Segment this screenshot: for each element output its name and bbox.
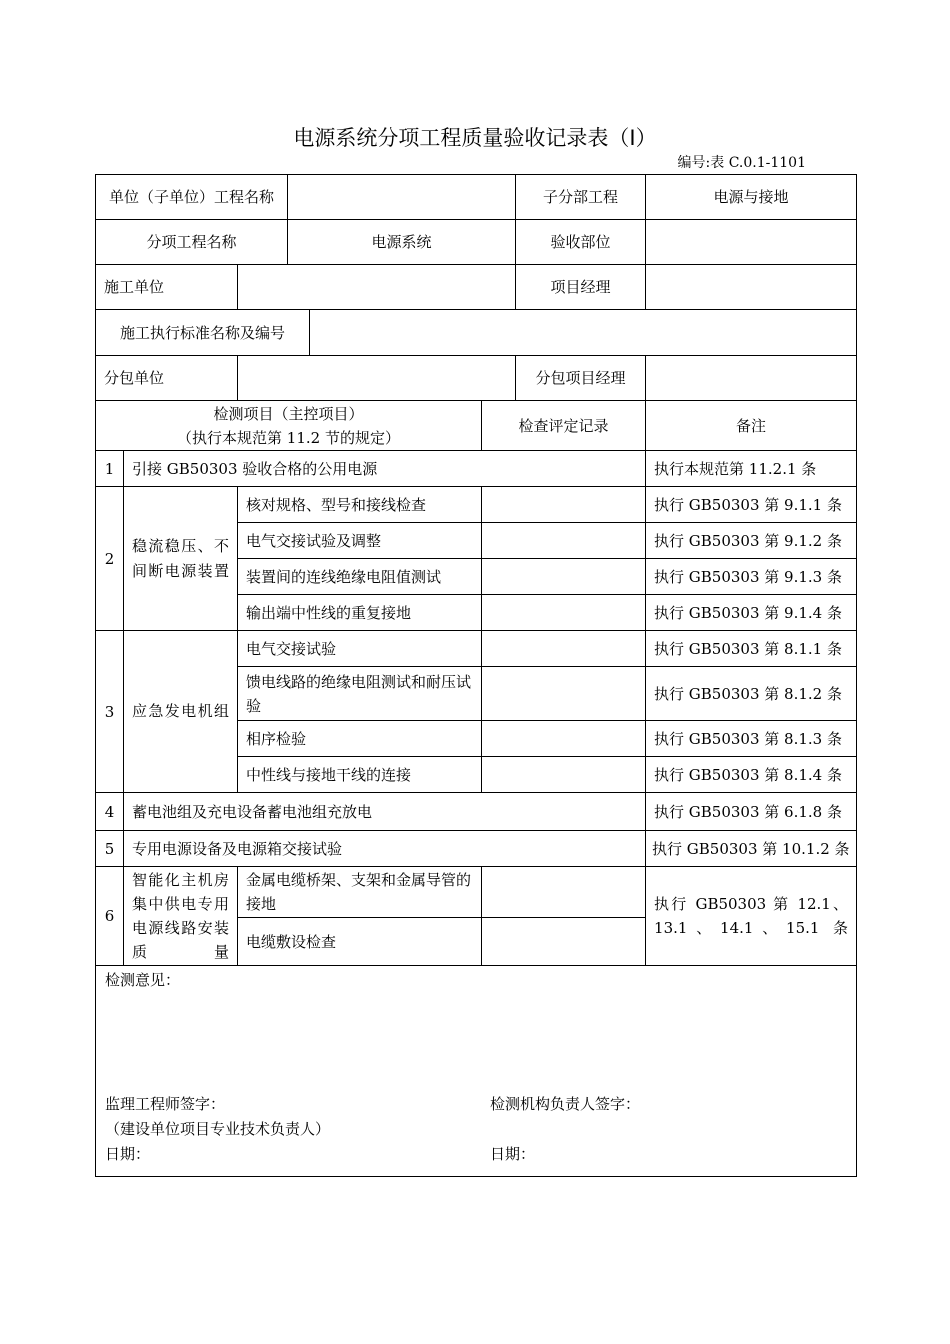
- row-number: 2: [96, 487, 124, 631]
- record-cell[interactable]: [482, 595, 646, 631]
- sub-item-text: 电缆敷设检查: [238, 918, 482, 966]
- subcontract-unit-value[interactable]: [238, 356, 516, 401]
- group-label: 应急发电机组: [124, 631, 238, 793]
- construction-unit-label: 施工单位: [96, 265, 238, 310]
- project-manager-label: 项目经理: [516, 265, 646, 310]
- group-label: 稳流稳压、不间断电源装置: [124, 487, 238, 631]
- accept-part-label: 验收部位: [516, 220, 646, 265]
- standard-label: 施工执行标准名称及编号: [96, 310, 310, 356]
- row-number: 3: [96, 631, 124, 793]
- subcontract-manager-label: 分包项目经理: [516, 356, 646, 401]
- remark-text: 执行 GB50303 第 12.1、13.1、14.1、15.1 条: [646, 867, 857, 966]
- supervisor-sub-label: （建设单位项目专业技术负责人）: [105, 1120, 331, 1138]
- sub-item-text: 金属电缆桥架、支架和金属导管的接地: [238, 867, 482, 918]
- unit-project-value[interactable]: [288, 175, 516, 220]
- construction-unit-value[interactable]: [238, 265, 516, 310]
- row-number: 4: [96, 793, 124, 831]
- remark-text: 执行 GB50303 第 6.1.8 条: [646, 793, 857, 831]
- record-cell[interactable]: [482, 487, 646, 523]
- record-cell[interactable]: [482, 559, 646, 595]
- document-title: 电源系统分项工程质量验收记录表（Ⅰ）: [293, 126, 657, 150]
- sub-item-text: 输出端中性线的重复接地: [238, 595, 482, 631]
- sub-division-label: 子分部工程: [516, 175, 646, 220]
- item-column-line1: 检测项目（主控项目）: [213, 404, 364, 423]
- item-text: 引接 GB50303 验收合格的公用电源: [124, 451, 646, 487]
- item-text: 蓄电池组及充电设备蓄电池组充放电: [124, 793, 646, 831]
- subcontract-manager-value[interactable]: [646, 356, 857, 401]
- remark-text: 执行 GB50303 第 10.1.2 条: [646, 831, 857, 867]
- sub-item-label: 分项工程名称: [96, 220, 288, 265]
- item-column-line2: （执行本规范第 11.2 节的规定）: [177, 428, 400, 447]
- remark-text: 执行 GB50303 第 9.1.3 条: [646, 559, 857, 595]
- remark-text: 执行本规范第 11.2.1 条: [646, 451, 857, 487]
- sub-item-text: 相序检验: [238, 721, 482, 757]
- row-number: 1: [96, 451, 124, 487]
- row-number: 6: [96, 867, 124, 966]
- sub-item-text: 电气交接试验: [238, 631, 482, 667]
- remark-text: 执行 GB50303 第 8.1.3 条: [646, 721, 857, 757]
- accept-part-value[interactable]: [646, 220, 857, 265]
- row-number: 5: [96, 831, 124, 867]
- supervisor-signature-label: 监理工程师签字：: [105, 1095, 226, 1113]
- remark-column-header: 备注: [646, 401, 857, 451]
- record-cell[interactable]: [482, 667, 646, 721]
- opinion-section: [96, 966, 857, 1177]
- item-text: 专用电源设备及电源箱交接试验: [124, 831, 646, 867]
- unit-project-label: 单位（子单位）工程名称: [96, 175, 288, 220]
- subcontract-unit-label: 分包单位: [96, 356, 238, 401]
- group-label: 智能化主机房集中供电专用电源线路安装质量: [124, 867, 238, 966]
- record-column-header: 检查评定记录: [482, 401, 646, 451]
- acceptance-record-table: [95, 174, 857, 1177]
- remark-text: 执行 GB50303 第 8.1.1 条: [646, 631, 857, 667]
- record-cell[interactable]: [482, 867, 646, 918]
- remark-text: 执行 GB50303 第 8.1.2 条: [646, 667, 857, 721]
- form-number: 编号:表 C.0.1-1101: [677, 155, 806, 171]
- sub-item-text: 核对规格、型号和接线检查: [238, 487, 482, 523]
- standard-value[interactable]: [310, 310, 857, 356]
- project-manager-value[interactable]: [646, 265, 857, 310]
- date-left-label: 日期：: [105, 1145, 151, 1163]
- sub-item-text: 装置间的连线绝缘电阻值测试: [238, 559, 482, 595]
- remark-text: 执行 GB50303 第 9.1.4 条: [646, 595, 857, 631]
- record-cell[interactable]: [482, 757, 646, 793]
- record-cell[interactable]: [482, 918, 646, 966]
- date-right-label: 日期：: [490, 1145, 536, 1163]
- item-column-header: [96, 401, 482, 451]
- record-cell[interactable]: [482, 523, 646, 559]
- sub-division-value[interactable]: 电源与接地: [646, 175, 857, 220]
- remark-text: 执行 GB50303 第 9.1.1 条: [646, 487, 857, 523]
- sub-item-text: 电气交接试验及调整: [238, 523, 482, 559]
- sub-item-text: 中性线与接地干线的连接: [238, 757, 482, 793]
- sub-item-value[interactable]: 电源系统: [288, 220, 516, 265]
- remark-text: 执行 GB50303 第 8.1.4 条: [646, 757, 857, 793]
- inspector-signature-label: 检测机构负责人签字：: [490, 1095, 641, 1113]
- remark-text: 执行 GB50303 第 9.1.2 条: [646, 523, 857, 559]
- record-cell[interactable]: [482, 721, 646, 757]
- opinion-label: 检测意见：: [105, 971, 181, 989]
- sub-item-text: 馈电线路的绝缘电阻测试和耐压试验: [238, 667, 482, 721]
- record-cell[interactable]: [482, 631, 646, 667]
